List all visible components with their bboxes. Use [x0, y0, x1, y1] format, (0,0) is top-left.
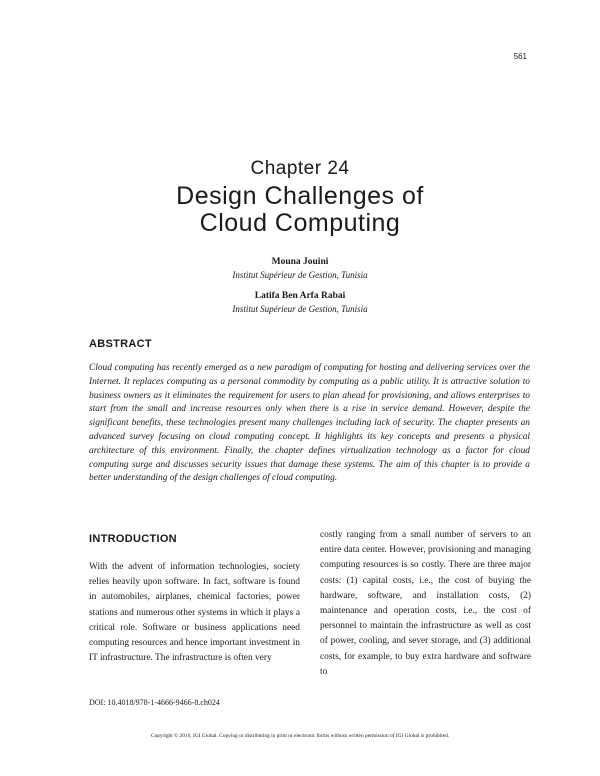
introduction-heading: INTRODUCTION [89, 533, 177, 545]
doi: DOI: 10.4018/978-1-4666-9466-8.ch024 [89, 698, 220, 707]
author-name: Mouna Jouini [271, 257, 329, 267]
abstract-body: Cloud computing has recently emerged as a new paradigm of computing for hosting and delivering services over the Internet. It replaces computing as a personal commodity by computing as a public utility. It is attractive solution to business owners as it eliminates the requirement for users to plan ahead for provisioning, and allows enterprises to start from the small and increase resources only when there is a rise in service demand. However, despite the significant benefits, these technologies present many challenges including lack of security. The chapter presents an advanced survey focusing on cloud computing concept. It highlights its key concepts and presents a physical architecture of this environment. Finally, the chapter defines virtualization technology as a factor for cloud computing surge and discusses security issues that damage these systems. The aim of this chapter is to provide a better understanding of the design challenges of cloud computing. [89, 363, 530, 484]
chapter-title-line-1: Design Challenges of [176, 182, 424, 210]
author-name: Latifa Ben Arfa Rabai [254, 291, 346, 301]
abstract-heading: ABSTRACT [89, 338, 152, 350]
page-number: 561 [513, 52, 527, 61]
introduction-right-column: costly ranging from a small number of servers to an entire data center. However, provisioning and managing computing resources is so costly. There are three major costs: (1) capital costs, i.e., the cost of buying the hardware, software, and installation costs, (2) maintenance and operation costs, i.e., the cost of personnel to maintain the infrastructure as well as cost of power, cooling, and sever storage, and (3) additional costs, for example, to buy extra hardware and software to [320, 530, 531, 677]
chapter-title-line-2: Cloud Computing [199, 209, 401, 237]
author-affiliation: Institut Supérieur de Gestion, Tunisia [232, 304, 368, 314]
chapter-label: Chapter 24 [250, 158, 350, 179]
chapter-title [0, 183, 600, 237]
introduction-left-column: With the advent of information technologies, society relies heavily upon software. In fact, software is found in automobiles, airplanes, chemical factories, power stations and numerous other systems in which it plays a critical role. Software or business applications need computing resources and hence important investment in IT infrastructure. The infrastructure is often very [89, 562, 300, 664]
author-affiliation: Institut Supérieur de Gestion, Tunisia [232, 270, 368, 280]
copyright-notice: Copyright © 2016, IGI Global. Copying or distributing in print or electronic forms without written permission of IGI Global is prohibited. [150, 733, 450, 739]
